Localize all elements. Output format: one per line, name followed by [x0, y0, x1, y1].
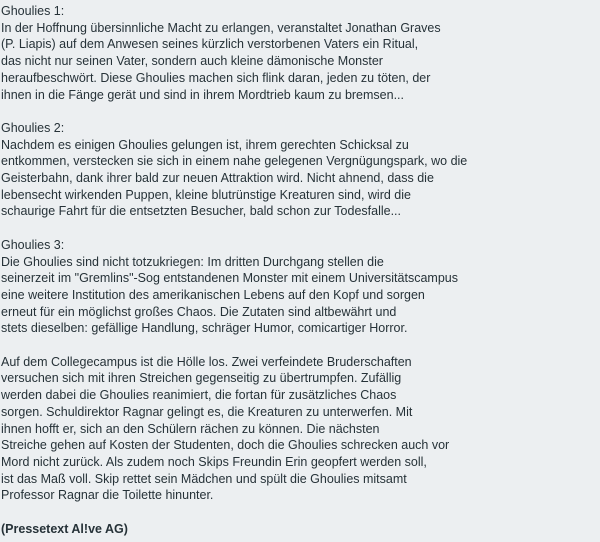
text-line: lebensecht wirkenden Puppen, kleine blutrünstige Kreaturen sind, wird die: [1, 187, 411, 202]
text-line: Streiche gehen auf Kosten der Studenten, doch die Ghoulies schrecken auch vor: [1, 438, 450, 453]
text-line: heraufbeschwört. Diese Ghoulies machen sich flink daran, jeden zu töten, der: [1, 70, 431, 85]
text-line: versuchen sich mit ihren Streichen gegenseitig zu übertrumpfen. Zufällig: [1, 371, 402, 386]
text-line: eine weitere Institution des amerikanischen Lebens auf den Kopf und sorgen: [1, 287, 425, 302]
text-line: das nicht nur seinen Vater, sondern auch kleine dämonische Monster: [1, 54, 383, 69]
text-line: In der Hoffnung übersinnliche Macht zu erlangen, veranstaltet Jonathan Graves: [1, 20, 441, 35]
text-line: Nachdem es einigen Ghoulies gelungen ist, ihrem gerechten Schicksal zu: [1, 137, 409, 152]
section-heading: Ghoulies 2:: [1, 120, 65, 135]
press-credit: (Pressetext Al!ve AG): [1, 521, 128, 536]
text-line: ist das Maß voll. Skip rettet sein Mädchen und spült die Ghoulies mitsamt: [1, 471, 407, 486]
text-line: ihnen in die Fänge gerät und sind in ihrem Mordtrieb kaum zu bremsen...: [1, 87, 404, 102]
section-ghoulies-2: [1, 120, 600, 220]
text-line: entkommen, verstecken sie sich in einem nahe gelegenen Vergnügungspark, wo die: [1, 154, 468, 169]
text-line: Professor Ragnar die Toilette hinunter.: [1, 488, 214, 503]
text-line: werden dabei die Ghoulies reanimiert, die fortan für zusätzliches Chaos: [1, 388, 397, 403]
text-line: Geisterbahn, dank ihrer bald zur neuen Attraktion wird. Nicht ahnend, dass die: [1, 171, 434, 186]
section-heading: Ghoulies 1:: [1, 4, 65, 18]
section-heading: Ghoulies 3:: [1, 237, 65, 252]
text-line: ihnen hofft er, sich an den Schülern rächen zu können. Die nächsten: [1, 421, 380, 436]
section-ghoulies-1: [1, 3, 600, 103]
text-line: erneut für ein möglichst großes Chaos. Die Zutaten sind altbewährt und: [1, 304, 397, 319]
text-line: Die Ghoulies sind nicht totzukriegen: Im dritten Durchgang stellen die: [1, 254, 384, 269]
text-line: sorgen. Schuldirektor Ragnar gelingt es, die Kreaturen zu unterwerfen. Mit: [1, 404, 413, 419]
section-synopsis: [1, 354, 600, 504]
text-line: Auf dem Collegecampus ist die Hölle los. Zwei verfeindete Bruderschaften: [1, 354, 412, 369]
text-line: schaurige Fahrt für die entsetzten Besucher, bald schon zur Todesfalle...: [1, 204, 401, 219]
section-ghoulies-3: [1, 237, 600, 337]
text-line: stets dieselben: gefällige Handlung, schräger Humor, comicartiger Horror.: [1, 321, 408, 336]
text-line: (P. Liapis) auf dem Anwesen seines kürzlich verstorbenen Vaters ein Ritual,: [1, 37, 419, 52]
text-line: seinerzeit im "Gremlins"-Sog entstandenen Monster mit einem Universitätscampus: [1, 271, 458, 286]
text-line: Mord nicht zurück. Als zudem noch Skips Freundin Erin geopfert werden soll,: [1, 454, 427, 469]
